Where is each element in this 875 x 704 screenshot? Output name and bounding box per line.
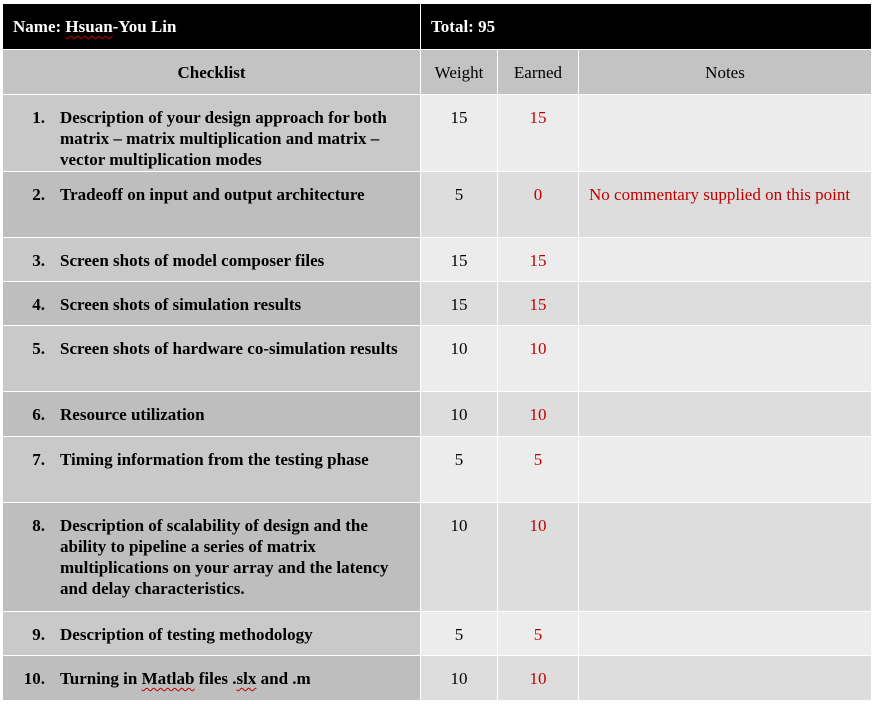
table-row [3,95,872,172]
column-header-row [3,50,872,95]
checklist-item [3,282,421,326]
table-row [3,172,872,238]
earned-value: 10 [498,503,579,612]
item-number: 5. [32,339,45,358]
item-text: Tradeoff on input and output architecture [60,185,365,204]
earned-value: 10 [498,392,579,437]
table-row [3,503,872,612]
item-text: Screen shots of simulation results [60,295,302,314]
checklist-item [3,326,421,392]
notes-value [579,392,872,437]
item-number: 10. [23,669,45,688]
table-row [3,238,872,282]
notes-value [579,503,872,612]
checklist-item [3,95,421,172]
notes-value [579,326,872,392]
item-number: 1. [32,108,45,127]
col-header-checklist: Checklist [3,50,421,95]
total-score: Total: 95 [431,17,496,36]
weight-value: 15 [421,282,498,326]
earned-value: 15 [498,238,579,282]
earned-value: 5 [498,437,579,503]
earned-value: 15 [498,282,579,326]
weight-value: 10 [421,326,498,392]
grading-table [2,3,872,701]
student-name-cell [3,4,421,50]
table-row [3,282,872,326]
notes-value [579,656,872,701]
item-number: 4. [32,295,45,314]
notes-value [579,238,872,282]
col-header-earned: Earned [498,50,579,95]
title-row [3,4,872,50]
table-row [3,392,872,437]
item-number: 6. [32,405,45,424]
item-text: Description of your design approach for both matrix – matrix multiplication and matrix – vector multiplication modes [60,108,387,169]
checklist-item [3,172,421,238]
checklist-item [3,392,421,437]
checklist-item [3,656,421,701]
earned-value: 10 [498,656,579,701]
earned-value: 0 [498,172,579,238]
weight-value: 5 [421,437,498,503]
weight-value: 10 [421,392,498,437]
table-row [3,437,872,503]
table-row [3,656,872,701]
checklist-item [3,238,421,282]
item-text: Screen shots of model composer files [60,251,325,270]
weight-value: 10 [421,656,498,701]
item-number: 8. [32,516,45,535]
col-header-weight: Weight [421,50,498,95]
notes-value [579,437,872,503]
item-number: 2. [32,185,45,204]
earned-value: 10 [498,326,579,392]
earned-value: 15 [498,95,579,172]
checklist-item [3,612,421,656]
earned-value: 5 [498,612,579,656]
item-number: 7. [32,450,45,469]
student-name: Hsuan-You Lin [65,17,177,36]
checklist-item [3,437,421,503]
item-text: Turning in Matlab files .slx and .m [60,669,311,688]
item-text: Timing information from the testing phase [60,450,369,469]
name-label: Name: [13,17,62,36]
notes-value: No commentary supplied on this point [579,172,872,238]
table-row [3,326,872,392]
col-header-notes: Notes [579,50,872,95]
item-number: 3. [32,251,45,270]
weight-value: 15 [421,238,498,282]
total-score-cell [421,4,872,50]
weight-value: 10 [421,503,498,612]
notes-value [579,612,872,656]
weight-value: 5 [421,612,498,656]
item-number: 9. [32,625,45,644]
notes-value [579,282,872,326]
notes-value [579,95,872,172]
item-text: Description of scalability of design and the ability to pipeline a series of matrix multiplications on your array and the latency and delay characteristics. [60,516,389,598]
item-text: Description of testing methodology [60,625,313,644]
item-text: Screen shots of hardware co-simulation results [60,339,398,358]
item-text: Resource utilization [60,405,205,424]
weight-value: 15 [421,95,498,172]
table-row [3,612,872,656]
weight-value: 5 [421,172,498,238]
checklist-item [3,503,421,612]
